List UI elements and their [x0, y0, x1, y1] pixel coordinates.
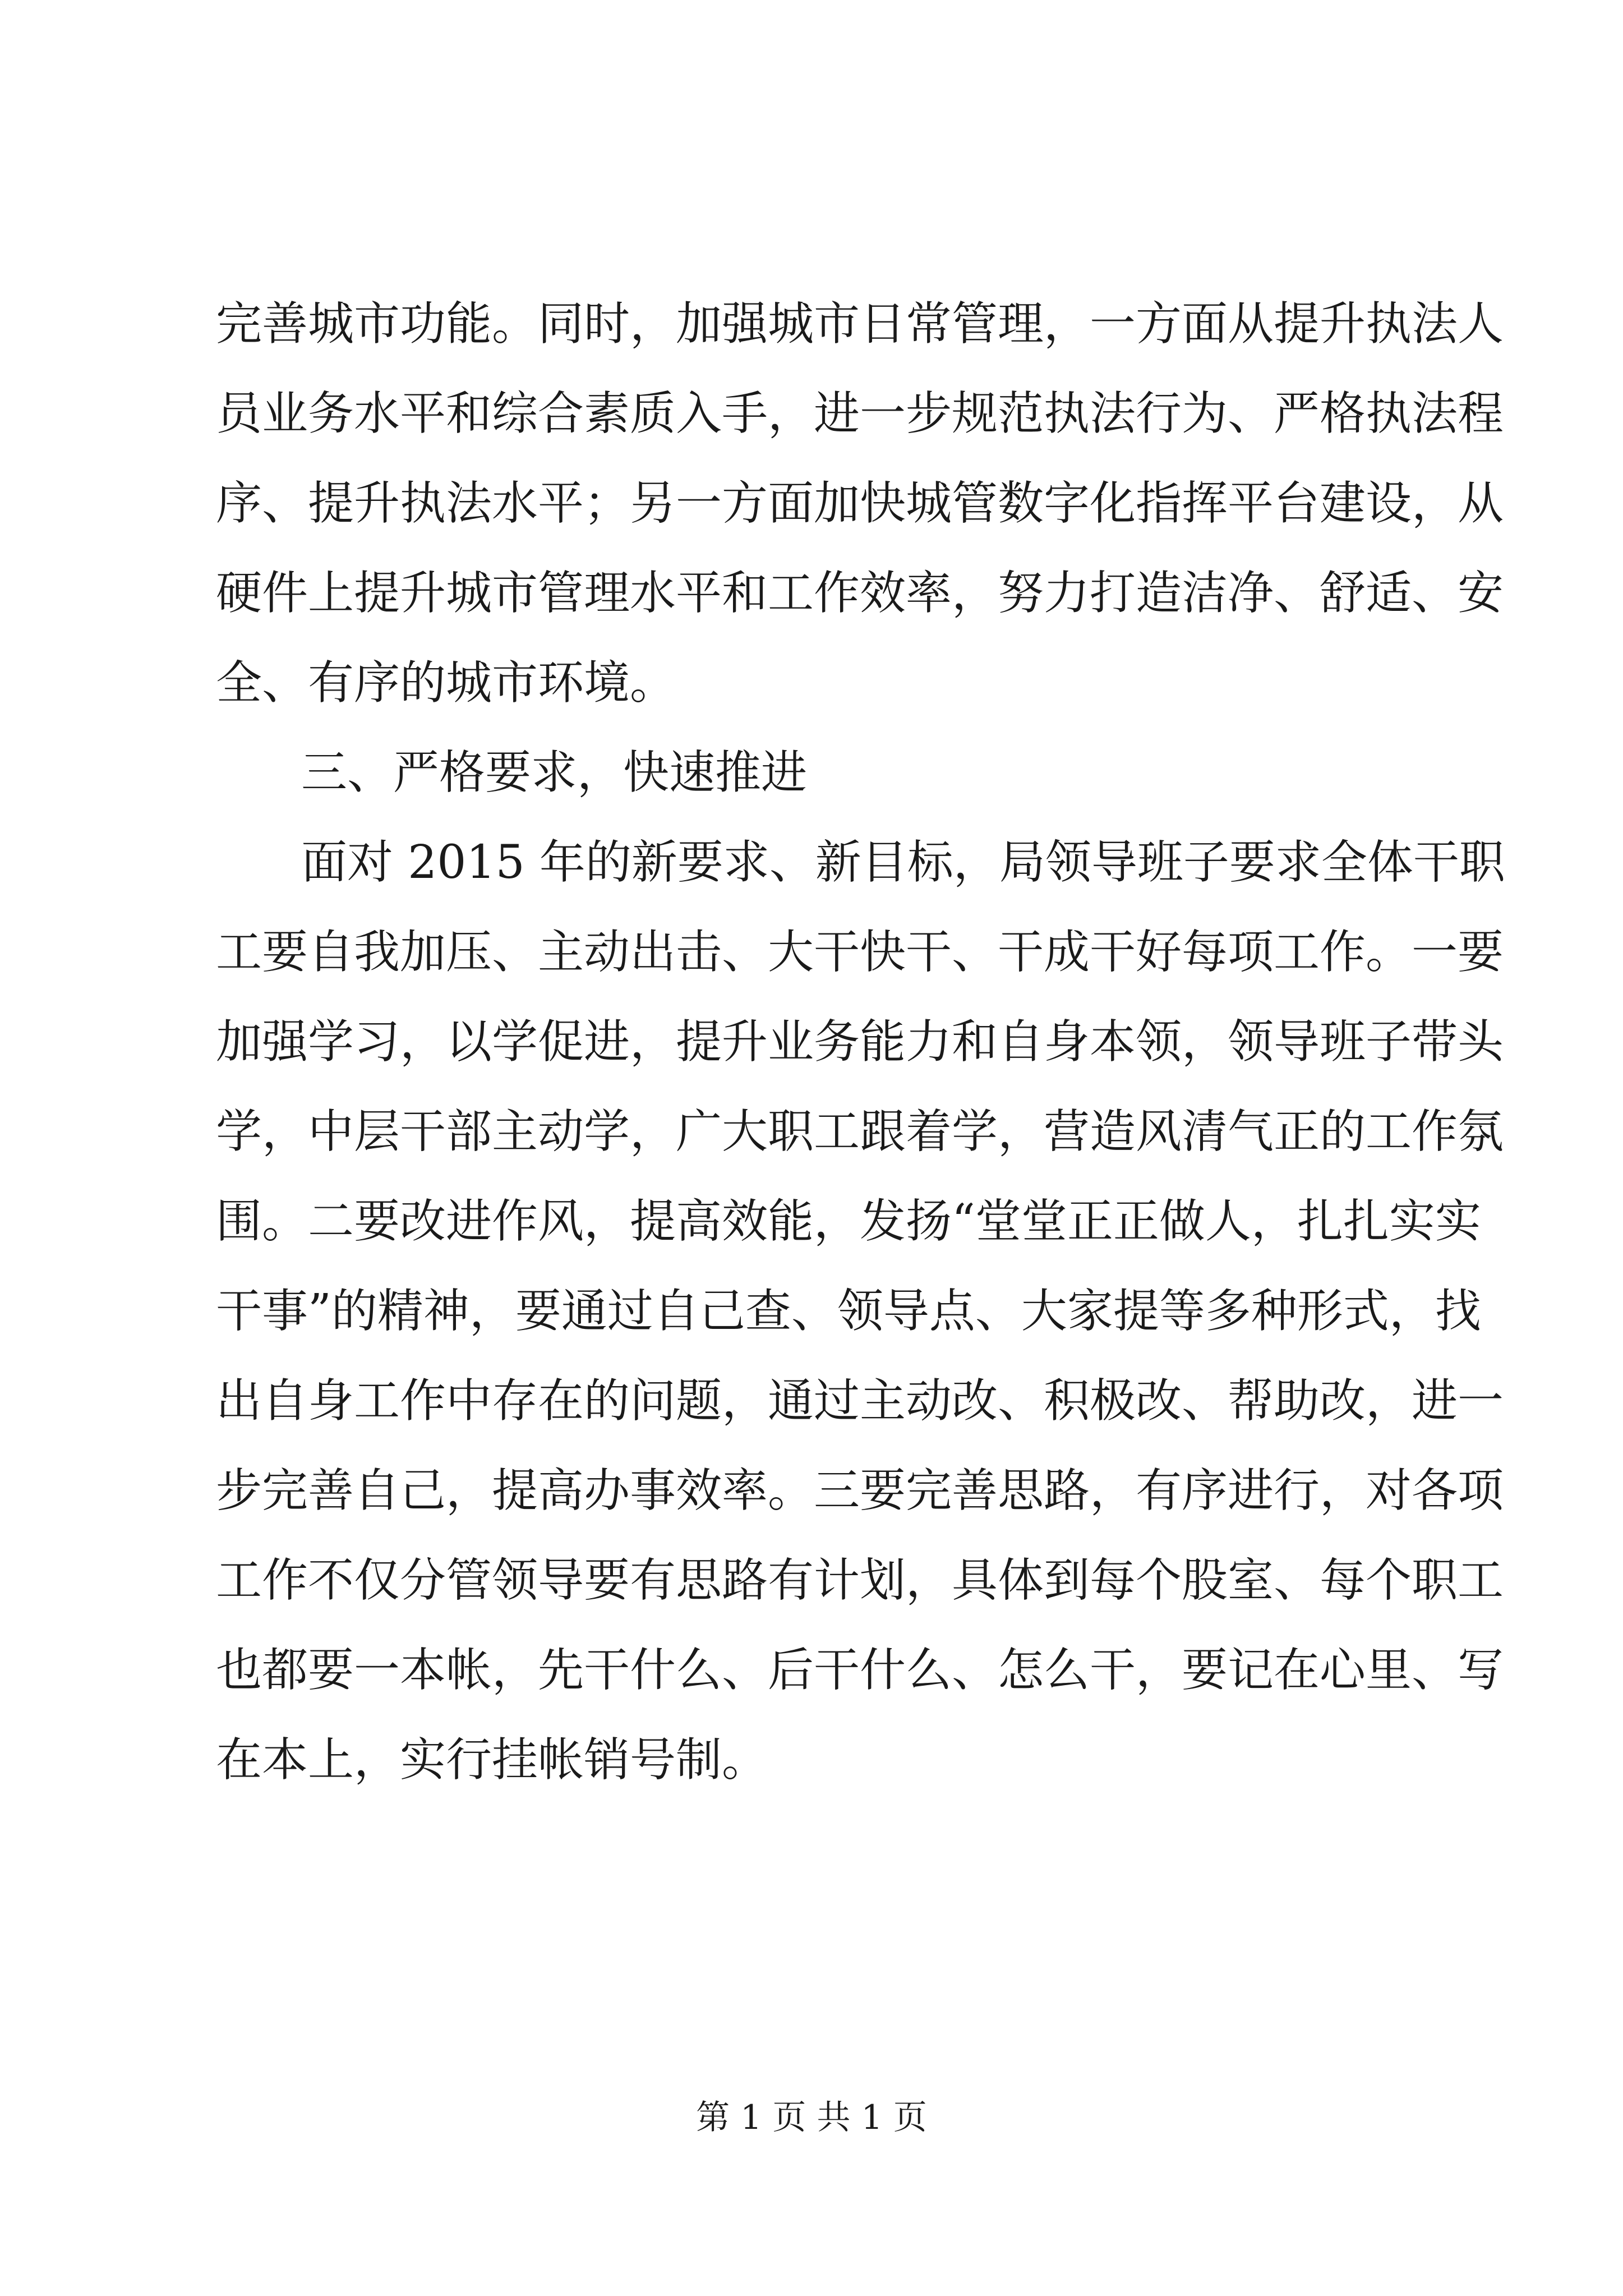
body-text-line: 面对 2015 年的新要求、新目标，局领导班子要求全体干职	[301, 836, 1505, 889]
body-text-line: 工要自我加压、主动出击、大干快干、干成干好每项工作。一要	[216, 926, 1504, 979]
body-text-line: 干事”的精神，要通过自己查、领导点、大家提等多种形式，找	[216, 1285, 1481, 1338]
body-text-line: 出自身工作中存在的问题，通过主动改、积极改、帮助改，进一	[216, 1374, 1504, 1428]
body-text-line: 工作不仅分管领导要有思路有计划，具体到每个股室、每个职工	[216, 1554, 1504, 1607]
body-text-line: 员业务水平和综合素质入手，进一步规范执法行为、严格执法程	[216, 387, 1504, 440]
page-number-footer: 第 1 页 共 1 页	[696, 2098, 927, 2137]
body-text-line: 全、有序的城市环境。	[216, 656, 676, 710]
body-text-line: 硬件上提升城市管理水平和工作效率，努力打造洁净、舒适、安	[216, 567, 1504, 620]
body-text-line: 学，中层干部主动学，广大职工跟着学，营造风清气正的工作氛	[216, 1105, 1504, 1158]
body-text-line: 在本上，实行挂帐销号制。	[216, 1733, 768, 1787]
body-text-line: 序、提升执法水平；另一方面加快城管数字化指挥平台建设，从	[216, 477, 1504, 530]
body-text-line: 完善城市功能。同时，加强城市日常管理，一方面从提升执法人	[216, 297, 1504, 351]
body-text-line: 步完善自己，提高办事效率。三要完善思路，有序进行，对各项	[216, 1464, 1504, 1517]
section-heading: 三、严格要求，快速推进	[301, 746, 808, 799]
body-text-line: 加强学习，以学促进，提升业务能力和自身本领，领导班子带头	[216, 1015, 1504, 1069]
body-text-line: 围。二要改进作风，提高效能，发扬“堂堂正正做人，扎扎实实	[216, 1195, 1481, 1248]
body-text-line: 也都要一本帐，先干什么、后干什么、怎么干，要记在心里、写	[216, 1644, 1504, 1697]
